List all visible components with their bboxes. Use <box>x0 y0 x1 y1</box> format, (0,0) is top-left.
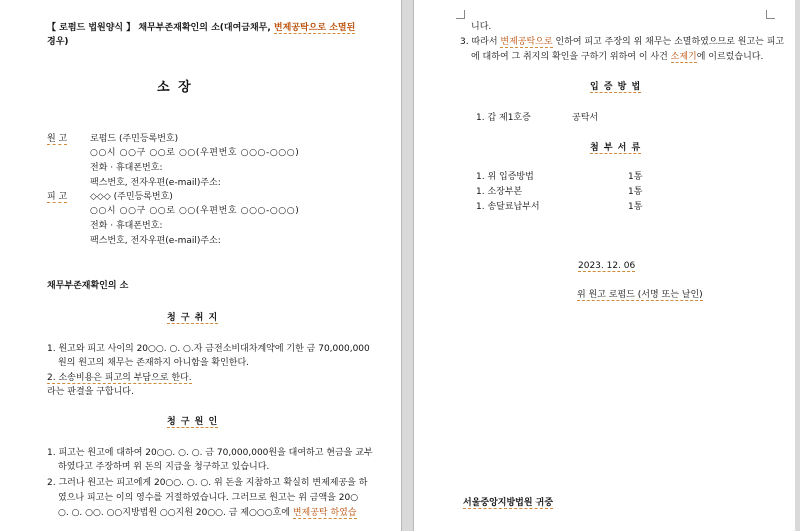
court-name: 서울중앙지방법원 귀중 <box>463 498 554 508</box>
document-title: 소 장 <box>157 80 193 95</box>
plaintiff-name: 로펌드 (주민등록번호) <box>90 134 179 144</box>
header-suffix: 경우) <box>47 37 69 47</box>
document-page-right <box>414 0 795 531</box>
cause-item-2: 2. 그러나 원고는 피고에게 20○○. ○. ○. 위 돈을 지참하고 확실히 변제제공을 하 <box>47 478 368 488</box>
claim-item-1: 1. 원고와 피고 사이의 20○○. ○. ○.자 금전소비대차계약에 기한 금 70,000,000 <box>47 344 370 354</box>
evidence-item-value: 공탁서 <box>572 113 599 123</box>
header-text: 【 로펌드 법원양식 】 채무부존재확인의 소(대여금채무, <box>47 23 274 33</box>
attachment-name: 1. 위 입증방법 <box>476 172 534 182</box>
attachment-count: 1통 <box>628 187 643 197</box>
header-line <box>47 23 355 34</box>
cause-item-1-cont: 하였다고 주장하며 위 돈의 지급을 청구하고 있습니다. <box>58 462 270 472</box>
continued-text: 니다. <box>471 22 492 32</box>
margin-corner-mark <box>456 10 465 19</box>
attachment-name: 1. 송달료납부서 <box>476 202 540 212</box>
claim-ending: 라는 판결을 구합니다. <box>47 387 134 397</box>
claim-heading: 청 구 취 지 <box>167 313 219 323</box>
cause-item-2-cont2: ○. ○. ○○. ○○지방법원 ○○지원 20○○. 금 제○○○호에 변제공탁 하였습 <box>58 508 357 518</box>
attachment-name: 1. 소장부본 <box>476 187 523 197</box>
signer-line: 위 원고 로펌드 (서명 또는 날인) <box>577 290 703 300</box>
plaintiff-label: 원 고 <box>47 134 68 144</box>
claim-item-2: 2. 소송비용은 피고의 부담으로 한다. <box>47 373 192 383</box>
defendant-phone: 전화 · 휴대폰번호: <box>90 221 163 231</box>
plaintiff-fax: 팩스번호, 전자우편(e-mail)주소: <box>90 178 221 188</box>
header-highlight: 변제공탁으로 소멸된 <box>273 23 356 33</box>
defendant-address: ○○시 ○○구 ○○로 ○○(우편번호 ○○○-○○○) <box>90 206 300 216</box>
plaintiff-address: ○○시 ○○구 ○○로 ○○(우편번호 ○○○-○○○) <box>90 148 300 158</box>
defendant-fax: 팩스번호, 전자우편(e-mail)주소: <box>90 236 221 246</box>
claim-item-1-cont: 원의 원고의 채무는 존재하지 아니함을 확인한다. <box>58 358 250 368</box>
case-name: 채무부존재확인의 소 <box>47 281 129 291</box>
defendant-name: ◇◇◇ (주민등록번호) <box>90 192 173 202</box>
paragraph-3-cont: 에 대하여 그 취지의 확인을 구하기 위하여 이 사건 소제기에 이르렀습니다. <box>471 52 764 62</box>
evidence-heading: 입 증 방 법 <box>590 82 642 92</box>
cause-heading: 청 구 원 인 <box>167 417 219 427</box>
filing-date: 2023. 12. 06 <box>578 261 636 271</box>
attachment-count: 1통 <box>628 202 643 212</box>
attachment-count: 1통 <box>628 172 643 182</box>
attachments-heading: 첨 부 서 류 <box>590 143 642 153</box>
evidence-item-label: 1. 갑 제1호증 <box>476 113 531 123</box>
margin-corner-mark <box>766 10 775 19</box>
defendant-label: 피 고 <box>47 192 68 202</box>
cause-item-2-cont: 였으나 피고는 이의 영수를 거절하였습니다. 그러므로 원고는 위 금액을 20○ <box>58 493 359 503</box>
cause-item-1: 1. 피고는 원고에 대하여 20○○. ○. ○. 금 70,000,000원을 대여하고 현금을 교부 <box>47 448 373 458</box>
paragraph-3: 3. 따라서 변제공탁으로 인하여 피고 주장의 위 채무는 소멸하였으므로 원고는 피고 <box>460 37 785 47</box>
plaintiff-phone: 전화 · 휴대폰번호: <box>90 163 163 173</box>
